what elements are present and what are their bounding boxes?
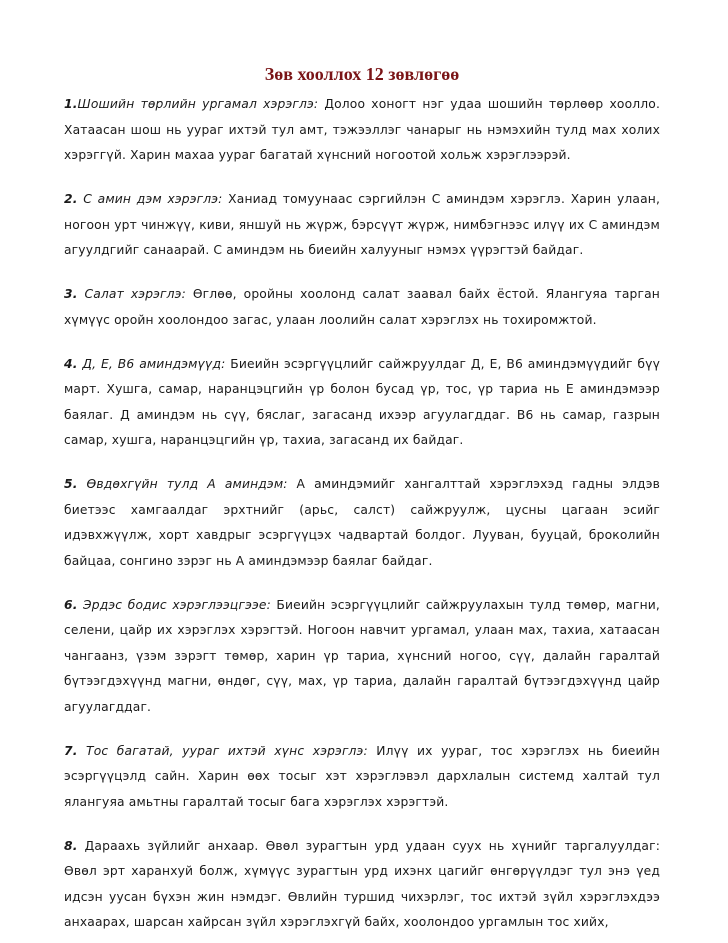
paragraph-number: 6. [64,597,78,612]
paragraph-number: 5. [64,477,78,491]
paragraph-number: 3. [64,287,78,301]
paragraph-body: Долоо хоногт нэг удаа шошийн төрлөөр хоолло. Хатаасан шош нь уураг ихтэй тул амт, тэжээллэг чанарыг нь нэмэхийн тулд мах холих хэрэггүй. Харин махаа уураг багатай хүнсний ногоотой хольж хэрэглээрэй. [64,97,660,162]
paragraph-number: 7. [64,743,78,758]
paragraph-4 [64,352,660,454]
paragraph-body: Биеийн эсэргүүцлийг сайжруулдаг Д, Е, В6 аминдэмүүдийг бүү март. Хушга, самар, наранцэцгийн үр болон бусад үр, тос, үр тариа нь Е аминдэмээр баялаг. Д аминдэм нь сүү, бяслаг, загасанд ихээр агуулагддаг. В6 нь самар, газрын самар, хушга, наранцэцгийн үр, тахиа, загасанд их байдаг. [64,356,660,447]
paragraph-body: Илүү их уураг, тос хэрэглэх нь биеийн эсэргүүцэлд сайн. Харин өөх тосыг хэт хэрэглэвэл дархлалын системд халтай тул ялангуяа амьтны гаралтай тосыг бага хэрэглэх хэрэгтэй. [64,743,660,809]
paragraph-6 [64,593,660,721]
paragraph-1 [64,92,660,169]
document-title: Зөв хооллох 12 зөвлөгөө [264,64,460,84]
paragraph-lead: Дараахь зүйлийг анхаар. [77,838,259,853]
paragraph-body: А аминдэмийг хангалттай хэрэглэхэд гадны элдэв биетээс хамгаалдаг эрхтнийг (арьс, салст) сайжруулж, цусны цагаан эсийг идэвхжүүлж, хорт хавдрыг эсэргүүцэх чадвартай болдог. Лууван, бууцай, броколийн байцаа, сонгино зэрэг нь А аминдэмээр баялаг байдаг. [64,477,660,568]
document-page [64,62,660,936]
paragraph-body: Өглөө, оройны хоолонд салат заавал байх ёстой. Ялангуяа тарган хүмүүс оройн хоолондоо загас, улаан лоолийн салат хэрэглэх нь тохиромжтой. [64,287,660,327]
paragraph-number: 4. [64,356,78,371]
paragraph-3 [64,282,660,333]
paragraph-body: Ханиад томуунаас сэргийлэн С аминдэм хэрэглэ. Харин улаан, ногоон урт чинжүү, киви, яншуй нь жүрж, бэрсүүт жүрж, нимбэгнээс илүү их С аминдэм агуулдгийг санаарай. С аминдэм нь биеийн халууныг нэмэх үүрэгтэй байдаг. [64,192,661,257]
paragraph-2 [64,187,660,264]
paragraph-lead: Салат хэрэглэ: [77,287,186,301]
paragraph-lead: Өвдөхгүйн тулд А аминдэм: [77,477,288,491]
paragraph-lead: С амин дэм хэрэглэ: [77,192,223,206]
paragraph-7 [64,739,660,816]
paragraph-number: 1. [64,97,78,111]
paragraph-number: 2. [64,192,78,206]
paragraph-number: 8. [64,838,78,853]
paragraph-lead: Шошийн төрлийн ургамал хэрэглэ: [77,97,319,111]
paragraph-8 [64,834,660,936]
paragraph-lead: Тос багатай, уураг ихтэй хүнс хэрэглэ: [77,743,368,758]
paragraph-body: Өвөл зурагтын урд удаан суух нь хүнийг таргалуулдаг: Өвөл эрт харанхуй болж, хүмүүс зурагтын урд ихэнх цагийг өнгөрүүлдэг тул энэ үед идсэн уусан бүхэн жин нэмдэг. Өвлийн туршид чихэрлэг, тос ихтэй зүйл хэрэглэхдээ анхаарах, шарсан хайрсан зүйл хэрэглэхгүй байх, хоолондоо ургамлын тос хийх, [64,838,660,929]
paragraph-5 [64,472,660,574]
paragraph-body: Биеийн эсэргүүцлийг сайжруулахын тулд төмөр, магни, селени, цайр их хэрэглэх хэрэгтэй. Ногоон навчит ургамал, улаан мах, тахиа, хатаасан чангаанз, үзэм зэрэгт төмөр, харин үр тариа, хүнсний ногоо, сүү, далайн гаралтай бүтээгдэхүүнд магни, өндөг, сүү, мах, үр тариа, далайн гаралтай бүтээгдэхүүнд цайр агуулагддаг. [64,597,660,714]
paragraph-lead: Эрдэс бодис хэрэглээцгээе: [77,597,271,612]
paragraph-lead: Д, Е, В6 аминдэмүүд: [77,356,226,371]
